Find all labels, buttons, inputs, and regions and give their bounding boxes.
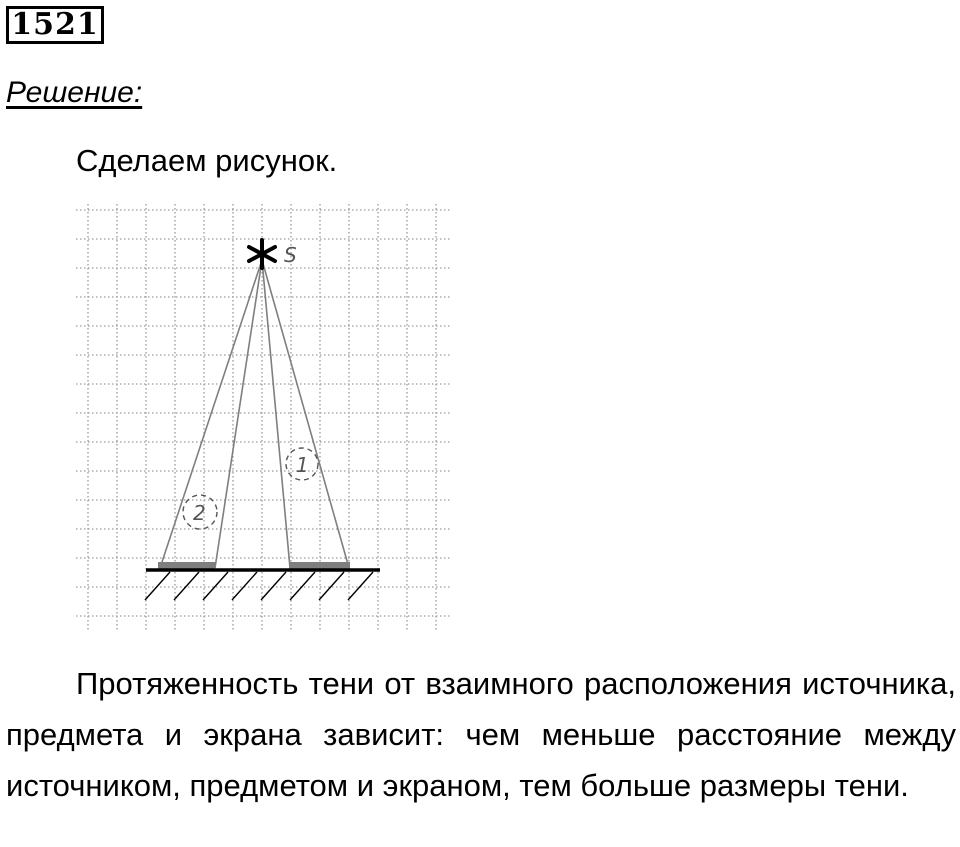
ray-right-outer bbox=[262, 260, 349, 568]
screen-hatching bbox=[145, 572, 373, 600]
marker-1-label: 1 bbox=[296, 453, 309, 477]
hatch-line bbox=[290, 572, 315, 600]
marker-2-label: 2 bbox=[193, 501, 206, 525]
light-source-icon bbox=[249, 240, 275, 268]
shadow-2 bbox=[158, 562, 215, 569]
ray-left-outer bbox=[160, 260, 262, 568]
ray-right-inner bbox=[262, 260, 290, 568]
shadow-1 bbox=[289, 562, 350, 569]
hatch-line bbox=[145, 572, 170, 600]
task-number: 1521 bbox=[6, 6, 104, 44]
hatch-line bbox=[319, 572, 344, 600]
hatch-line bbox=[232, 572, 257, 600]
explanation-text: Протяженность тени от взаимного расположения источника, предмета и экрана зависит: чем меньше расстояние между источником, предметом и экраном, тем больше размеры тени. bbox=[6, 666, 956, 803]
solution-label: Решение: bbox=[6, 76, 143, 109]
ray-left-inner bbox=[215, 260, 262, 568]
light-rays bbox=[160, 260, 349, 568]
shadow-figure bbox=[70, 196, 455, 643]
intro-text: Сделаем рисунок. bbox=[76, 143, 338, 178]
source-label: S bbox=[284, 243, 297, 267]
hatch-line bbox=[174, 572, 199, 600]
hatch-line bbox=[348, 572, 373, 600]
hatch-line bbox=[203, 572, 228, 600]
hatch-line bbox=[261, 572, 286, 600]
